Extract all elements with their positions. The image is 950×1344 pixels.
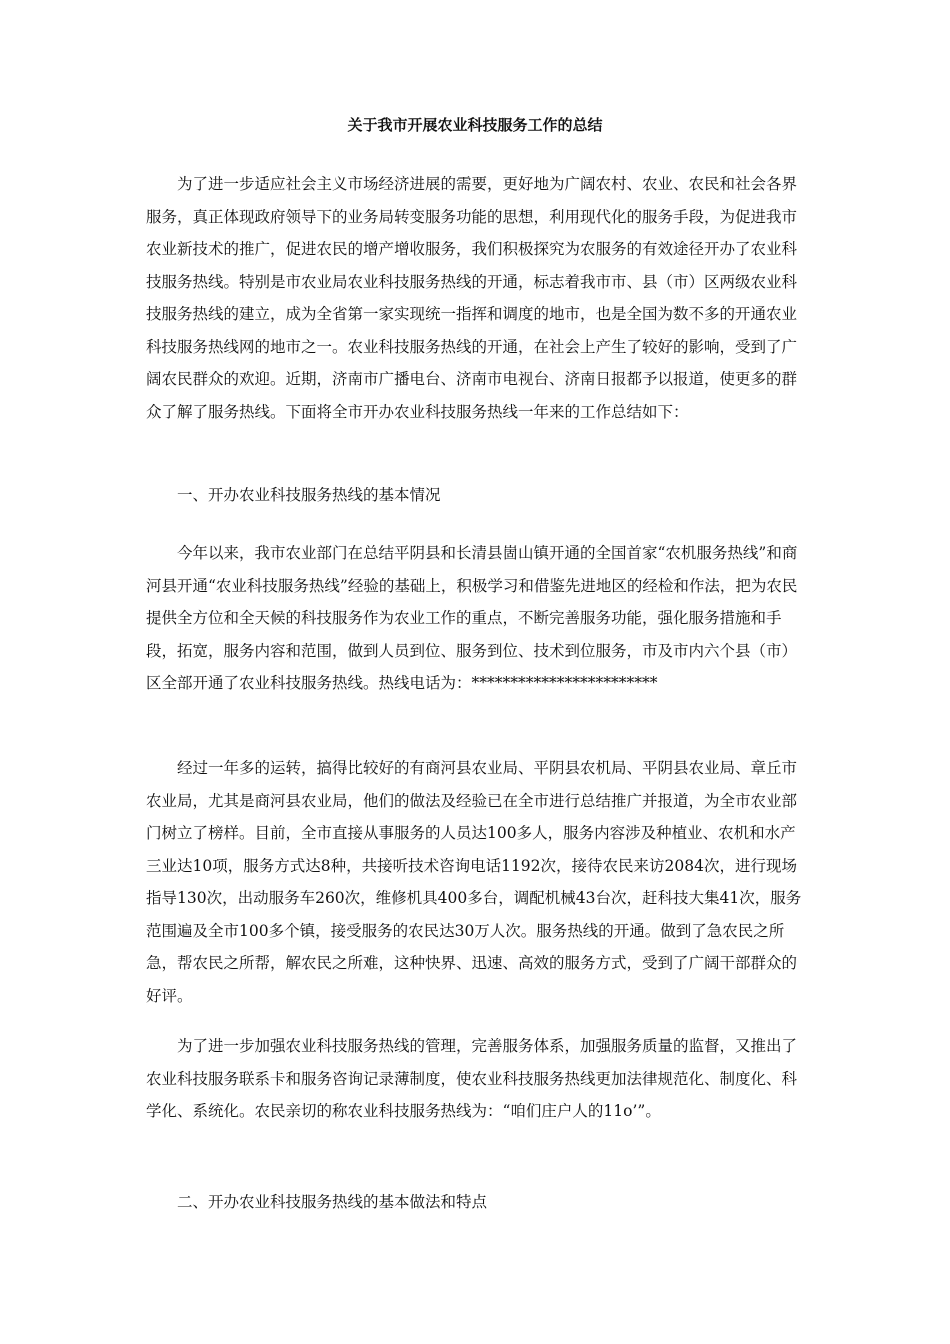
- heading-text: 二、开办农业科技服务热线的基本做法和特点: [177, 1193, 488, 1211]
- paragraph-text: 为了进一步加强农业科技服务热线的管理，完善服务体系，加强服务质量的监督，又推出了农业科技服务联系卡和服务咨询记录薄制度，使农业科技服务热线更加法律规范化、制度化、科学化、系统化。农民亲切的称农业科技服务热线为：“咱们庄户人的11o’”。: [146, 1037, 798, 1120]
- section-heading-2: [146, 1186, 806, 1219]
- document-title: 关于我市开展农业科技服务工作的总结: [347, 116, 603, 134]
- body-paragraph-operation-results: [146, 752, 806, 1012]
- body-paragraph-basic-situation: [146, 537, 806, 700]
- paragraph-text: 为了进一步适应社会主义市场经济进展的需要，更好地为广阔农村、农业、农民和社会各界服务，真正体现政府领导下的业务局转变服务功能的思想，利用现代化的服务手段，为促进我市农业新技术的推广，促进农民的增产增收服务，我们积极探究为农服务的有效途径开办了农业科技服务热线。特别是市农业局农业科技服务热线的开通，标志着我市市、县（市）区两级农业科技服务热线的建立，成为全省第一家实现统一指挥和调度的地市，也是全国为数不多的开通农业科技服务热线网的地市之一。农业科技服务热线的开通，在社会上产生了较好的影响，受到了广阔农民群众的欢迎。近期，济南市广播电台、济南市电视台、济南日报都予以报道，使更多的群众了解了服务热线。下面将全市开办农业科技服务热线一年来的工作总结如下：: [146, 175, 798, 421]
- section-heading-1: [146, 479, 806, 512]
- paragraph-text: 经过一年多的运转，搞得比较好的有商河县农业局、平阴县农机局、平阴县农业局、章丘市农业局，尤其是商河县农业局，他们的做法及经验已在全市进行总结推广并报道，为全市农业部门树立了榜样。目前，全市直接从事服务的人员达100多人，服务内容涉及种植业、农机和水产三业达10项，服务方式达8种，共接听技术咨询电话1192次，接待农民来访2084次，进行现场指导130次，出动服务车260次，维修机具400多台，调配机械43台次，赶科技大集41次，服务范围遍及全市100多个镇，接受服务的农民达30万人次。服务热线的开通。做到了急农民之所急，帮农民之所帮，解农民之所难，这种快界、迅速、高效的服务方式，受到了广阔干部群众的好评。: [146, 759, 802, 1005]
- paragraph-text: 今年以来，我市农业部门在总结平阴县和长清县崮山镇开通的全国首家“农机服务热线”和商河县开通“农业科技服务热线”经验的基础上，积极学习和借鉴先进地区的经检和作法，把为农民提供全方位和全天候的科技服务作为农业工作的重点，不断完善服务功能，强化服务措施和手段，拓宽，服务内容和范围，做到人员到位、服务到位、技术到位服务，市及市内六个县（市）区全部开通了农业科技服务热线。热线电话为：************************: [146, 544, 798, 692]
- heading-text: 一、开办农业科技服务热线的基本情况: [177, 486, 441, 504]
- body-paragraph-intro: [146, 168, 806, 428]
- body-paragraph-management: [146, 1030, 806, 1128]
